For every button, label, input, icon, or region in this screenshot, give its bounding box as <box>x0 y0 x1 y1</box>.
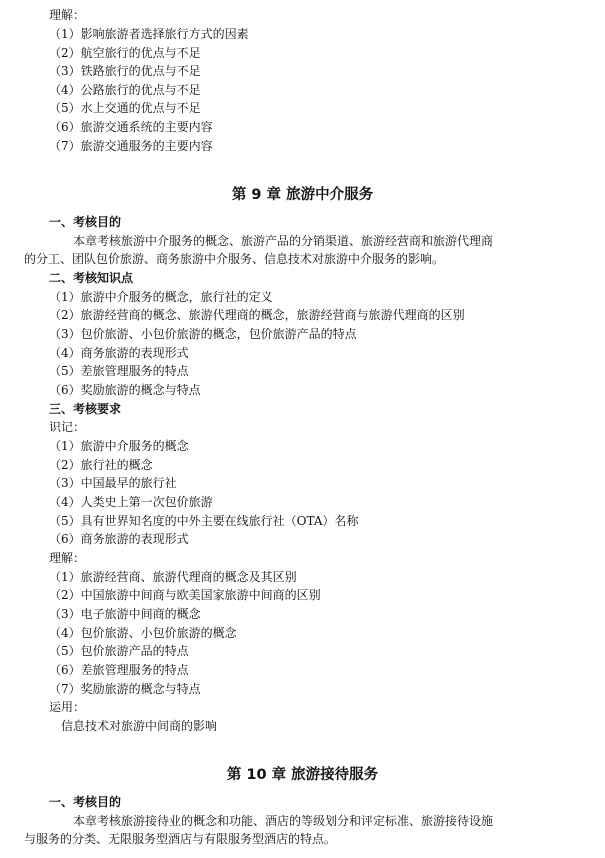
list-item: （7）奖励旅游的概念与特点 <box>49 682 201 696</box>
list-item: （4）人类史上第一次包价旅游 <box>49 495 213 509</box>
list-item: （7）旅游交通服务的主要内容 <box>49 139 213 153</box>
section-heading: 一、考核目的 <box>49 795 122 809</box>
list-item: （5）差旅管理服务的特点 <box>49 364 189 378</box>
apply-label: 运用： <box>49 700 86 714</box>
chapter-title: 第 10 章 旅游接待服务 <box>226 767 379 783</box>
list-item: （2）中国旅游中间商与欧美国家旅游中间商的区别 <box>49 588 321 602</box>
list-item: （5）包价旅游产品的特点 <box>49 644 189 658</box>
list-item: 信息技术对旅游中间商的影响 <box>61 719 218 733</box>
list-item: （1）旅游中介服务的概念，旅行社的定义 <box>49 290 273 304</box>
list-item: （1）影响旅游者选择旅行方式的因素 <box>49 27 249 41</box>
list-item: （3）中国最早的旅行社 <box>49 476 177 490</box>
understand-label: 理解： <box>49 551 86 565</box>
identify-label: 识记： <box>49 420 86 434</box>
list-item: （6）奖励旅游的概念与特点 <box>49 383 201 397</box>
list-item: （4）公路旅行的优点与不足 <box>49 83 201 97</box>
paragraph-line: 本章考核旅游接待业的概念和功能、酒店的等级划分和评定标准、旅游接待设施 <box>73 814 494 828</box>
list-item: （2）旅行社的概念 <box>49 458 153 472</box>
list-item: （3）包价旅游、小包价旅游的概念，包价旅游产品的特点 <box>49 327 357 341</box>
chapter-title: 第 9 章 旅游中介服务 <box>231 187 374 203</box>
list-item: （5）具有世界知名度的中外主要在线旅行社（OTA）名称 <box>49 514 359 528</box>
list-item: （1）旅游中介服务的概念 <box>49 439 189 453</box>
list-item: （2）航空旅行的优点与不足 <box>49 46 201 60</box>
list-item: （1）旅游经营商、旅游代理商的概念及其区别 <box>49 570 297 584</box>
list-item: （6）旅游交通系统的主要内容 <box>49 120 213 134</box>
paragraph-line: 与服务的分类、无限服务型酒店与有限服务型酒店的特点。 <box>24 832 337 846</box>
list-item: （3）铁路旅行的优点与不足 <box>49 64 201 78</box>
list-item: （6）商务旅游的表现形式 <box>49 532 189 546</box>
list-item: （2）旅游经营商的概念、旅游代理商的概念，旅游经营商与旅游代理商的区别 <box>49 308 465 322</box>
list-item: （5）水上交通的优点与不足 <box>49 101 201 115</box>
understand-label: 理解： <box>49 8 86 22</box>
list-item: （4）商务旅游的表现形式 <box>49 346 189 360</box>
section-heading: 三、考核要求 <box>49 402 122 416</box>
section-heading: 一、考核目的 <box>49 215 122 229</box>
list-item: （3）电子旅游中间商的概念 <box>49 607 201 621</box>
paragraph-line: 的分工、团队包价旅游、商务旅游中介服务、信息技术对旅游中介服务的影响。 <box>24 252 445 266</box>
list-item: （6）差旅管理服务的特点 <box>49 663 189 677</box>
paragraph-line: 本章考核旅游中介服务的概念、旅游产品的分销渠道、旅游经营商和旅游代理商 <box>73 234 494 248</box>
list-item: （4）包价旅游、小包价旅游的概念 <box>49 626 237 640</box>
section-heading: 二、考核知识点 <box>49 271 134 285</box>
